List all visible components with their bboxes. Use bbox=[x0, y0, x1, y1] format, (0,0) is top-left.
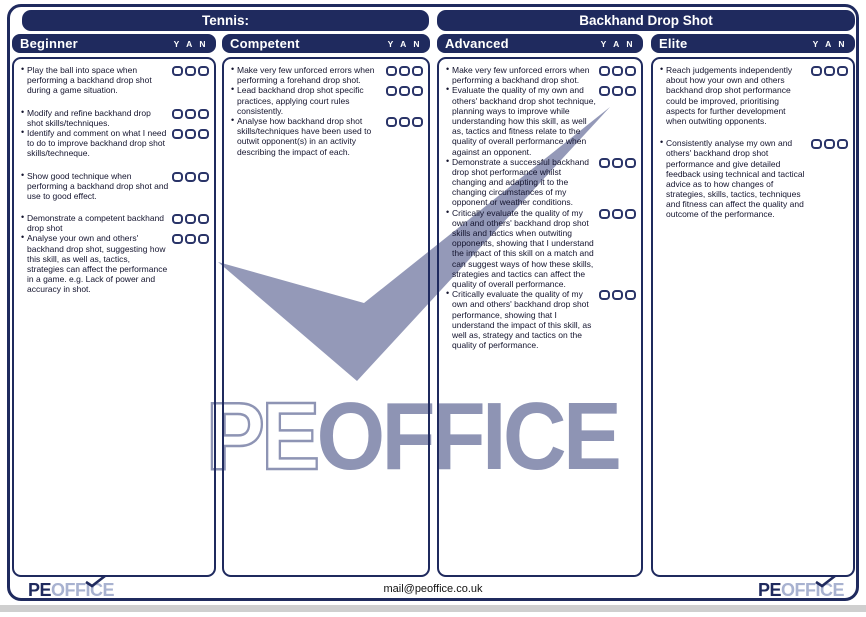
yan-checkboxes bbox=[599, 66, 636, 76]
checkbox-y[interactable] bbox=[386, 117, 397, 127]
checkbox-n[interactable] bbox=[625, 158, 636, 168]
criterion-item bbox=[230, 85, 423, 116]
checkbox-n[interactable] bbox=[412, 86, 423, 96]
criterion-item bbox=[20, 128, 209, 159]
level-label: Competent bbox=[230, 36, 300, 51]
criterion-item bbox=[20, 65, 209, 96]
checkbox-n[interactable] bbox=[412, 66, 423, 76]
checkbox-a[interactable] bbox=[185, 172, 196, 182]
criterion-item bbox=[445, 208, 636, 290]
checkbox-a[interactable] bbox=[824, 139, 835, 149]
criterion-text: • Demonstrate a successful backhand drop shot performance whilst changing and adapting it to the changing circumstances of my opponent or weather conditions. bbox=[445, 157, 596, 208]
yan-checkboxes bbox=[172, 172, 209, 182]
yan-checkboxes bbox=[172, 66, 209, 76]
checkbox-y[interactable] bbox=[599, 290, 610, 300]
yan-checkboxes bbox=[386, 66, 423, 76]
sport-title-bar bbox=[22, 10, 429, 31]
checkbox-a[interactable] bbox=[185, 66, 196, 76]
yan-label: Y A N bbox=[387, 38, 422, 49]
bottom-gray-bar bbox=[0, 605, 866, 612]
checkbox-y[interactable] bbox=[599, 86, 610, 96]
criterion-text: • Demonstrate a competent backhand drop shot bbox=[20, 213, 169, 233]
criterion-item bbox=[20, 108, 209, 128]
criterion-text: • Make very few unforced errors when performing a forehand drop shot. bbox=[230, 65, 383, 85]
criterion-text: • Critically evaluate the quality of my own and others' backhand drop shot skills and tactics when outwiting opponents, showing that I understand the impact of this skill on a match and can suggest ways of how these skills, strategies and tactics can affect the quality of overall performance. bbox=[445, 208, 596, 290]
column-header-elite bbox=[651, 34, 855, 53]
criterion-item bbox=[230, 116, 423, 157]
column-body-beginner bbox=[12, 57, 216, 577]
checkbox-a[interactable] bbox=[399, 117, 410, 127]
contact-email: mail@peoffice.co.uk bbox=[383, 583, 483, 595]
checkbox-n[interactable] bbox=[625, 86, 636, 96]
criterion-text: • Identify and comment on what I need to do to improve backhand drop shot skills/techneque. bbox=[20, 128, 169, 159]
criterion-item bbox=[20, 213, 209, 233]
checkbox-a[interactable] bbox=[612, 86, 623, 96]
skill-title: Backhand Drop Shot bbox=[579, 13, 713, 28]
column-header-competent bbox=[222, 34, 430, 53]
criterion-text: • Lead backhand drop shot specific practices, applying court rules consistently. bbox=[230, 85, 383, 116]
checkbox-a[interactable] bbox=[612, 158, 623, 168]
checkbox-n[interactable] bbox=[198, 66, 209, 76]
checkbox-a[interactable] bbox=[185, 129, 196, 139]
criterion-text: • Show good technique when performing a backhand drop shot and use to good effect. bbox=[20, 171, 169, 202]
checkbox-n[interactable] bbox=[625, 209, 636, 219]
yan-checkboxes bbox=[172, 234, 209, 244]
yan-checkboxes bbox=[811, 139, 848, 149]
criterion-text: • Critically evaluate the quality of my own and others' backhand drop shot performance, showing that I understand the impact of this skill, as well as, strategy and tactics on the quality of performance. bbox=[445, 289, 596, 350]
criterion-item bbox=[445, 85, 636, 156]
checkbox-n[interactable] bbox=[412, 117, 423, 127]
criterion-item bbox=[445, 65, 636, 85]
level-label: Advanced bbox=[445, 36, 509, 51]
watermark-office-text: OFFICE bbox=[316, 383, 619, 490]
yan-checkboxes bbox=[386, 117, 423, 127]
yan-checkboxes bbox=[599, 86, 636, 96]
yan-label: Y A N bbox=[173, 38, 208, 49]
watermark-pe-text: PE bbox=[206, 383, 317, 490]
criterion-text: • Consistently analyse my own and others' backhand drop shot performance and give detailed feedback using technical and tactical advice as to how changes of strategies, skills, tactics, techniques and fitness can affect the quality and outcome of the performance. bbox=[659, 138, 808, 220]
yan-checkboxes bbox=[811, 66, 848, 76]
yan-checkboxes bbox=[386, 86, 423, 96]
yan-checkboxes bbox=[599, 290, 636, 300]
yan-checkboxes bbox=[172, 214, 209, 224]
checkbox-n[interactable] bbox=[198, 129, 209, 139]
criterion-item bbox=[20, 233, 209, 294]
criterion-text: • Modify and refine backhand drop shot skills/techniques. bbox=[20, 108, 169, 128]
criterion-item bbox=[445, 157, 636, 208]
checkbox-y[interactable] bbox=[386, 66, 397, 76]
logo-office-text: OFFICE bbox=[781, 580, 845, 600]
checkbox-y[interactable] bbox=[811, 139, 822, 149]
criterion-text: • Analyse how backhand drop shot skills/techniques have been used to outwit opponent(s) in an activity describing the impact of each. bbox=[230, 116, 383, 157]
column-header-advanced bbox=[437, 34, 643, 53]
checkbox-y[interactable] bbox=[811, 66, 822, 76]
checkbox-n[interactable] bbox=[837, 139, 848, 149]
checkbox-y[interactable] bbox=[172, 234, 183, 244]
column-body-competent bbox=[222, 57, 430, 577]
criterion-text: • Reach judgements independently about how your own and others backhand drop shot performance could be improved, prioritising aspects for further development when outwiting opponents. bbox=[659, 65, 808, 126]
criterion-item bbox=[445, 289, 636, 350]
checkbox-y[interactable] bbox=[172, 172, 183, 182]
checkbox-a[interactable] bbox=[612, 290, 623, 300]
checkbox-n[interactable] bbox=[198, 172, 209, 182]
checkbox-a[interactable] bbox=[399, 66, 410, 76]
checkbox-y[interactable] bbox=[599, 66, 610, 76]
checkbox-a[interactable] bbox=[185, 234, 196, 244]
criterion-item bbox=[659, 65, 848, 126]
checkbox-y[interactable] bbox=[599, 209, 610, 219]
checkbox-n[interactable] bbox=[837, 66, 848, 76]
yan-checkboxes bbox=[172, 109, 209, 119]
criterion-item bbox=[659, 138, 848, 220]
checkbox-n[interactable] bbox=[625, 66, 636, 76]
checkbox-n[interactable] bbox=[198, 214, 209, 224]
logo-office-text: OFFICE bbox=[51, 580, 115, 600]
level-label: Elite bbox=[659, 36, 688, 51]
checkbox-a[interactable] bbox=[612, 66, 623, 76]
criterion-text: • Analyse your own and others' backhand drop shot, suggesting how this skill, as well as, tactics, strategies can affect the performance in a game. e.g. Lack of power and accuracy in shot. bbox=[20, 233, 169, 294]
checkbox-y[interactable] bbox=[386, 86, 397, 96]
level-label: Beginner bbox=[20, 36, 78, 51]
logo-checkmark-icon bbox=[814, 575, 838, 588]
criterion-text: • Make very few unforced errors when performing a backhand drop shot. bbox=[445, 65, 596, 85]
checkbox-n[interactable] bbox=[625, 290, 636, 300]
checkbox-n[interactable] bbox=[198, 234, 209, 244]
checkbox-y[interactable] bbox=[172, 109, 183, 119]
criterion-text: • Play the ball into space when performing a backhand drop shot during a game situation. bbox=[20, 65, 169, 96]
logo-pe-text: PE bbox=[758, 580, 782, 600]
checkbox-a[interactable] bbox=[185, 214, 196, 224]
checkbox-y[interactable] bbox=[599, 158, 610, 168]
yan-checkboxes bbox=[172, 129, 209, 139]
criterion-item bbox=[20, 171, 209, 202]
criterion-item bbox=[230, 65, 423, 85]
column-body-advanced bbox=[437, 57, 643, 577]
logo-pe-text: PE bbox=[28, 580, 52, 600]
sport-title: Tennis: bbox=[202, 13, 249, 28]
skill-title-bar bbox=[437, 10, 855, 31]
checkbox-n[interactable] bbox=[198, 109, 209, 119]
criterion-text: • Evaluate the quality of my own and others' backhand drop shot technique, planning ways to improve while understanding how this skill, as well as, tactics and fitness relate to the quality of overall performance when against an opponent. bbox=[445, 85, 596, 156]
peoffice-logo-right bbox=[758, 580, 844, 601]
checkbox-a[interactable] bbox=[399, 86, 410, 96]
yan-label: Y A N bbox=[600, 38, 635, 49]
column-header-beginner bbox=[12, 34, 216, 53]
yan-checkboxes bbox=[599, 158, 636, 168]
yan-checkboxes bbox=[599, 209, 636, 219]
checkbox-y[interactable] bbox=[172, 214, 183, 224]
checkbox-y[interactable] bbox=[172, 66, 183, 76]
checkbox-a[interactable] bbox=[185, 109, 196, 119]
checkbox-y[interactable] bbox=[172, 129, 183, 139]
column-body-elite bbox=[651, 57, 855, 577]
checkbox-a[interactable] bbox=[612, 209, 623, 219]
checkbox-a[interactable] bbox=[824, 66, 835, 76]
yan-label: Y A N bbox=[812, 38, 847, 49]
